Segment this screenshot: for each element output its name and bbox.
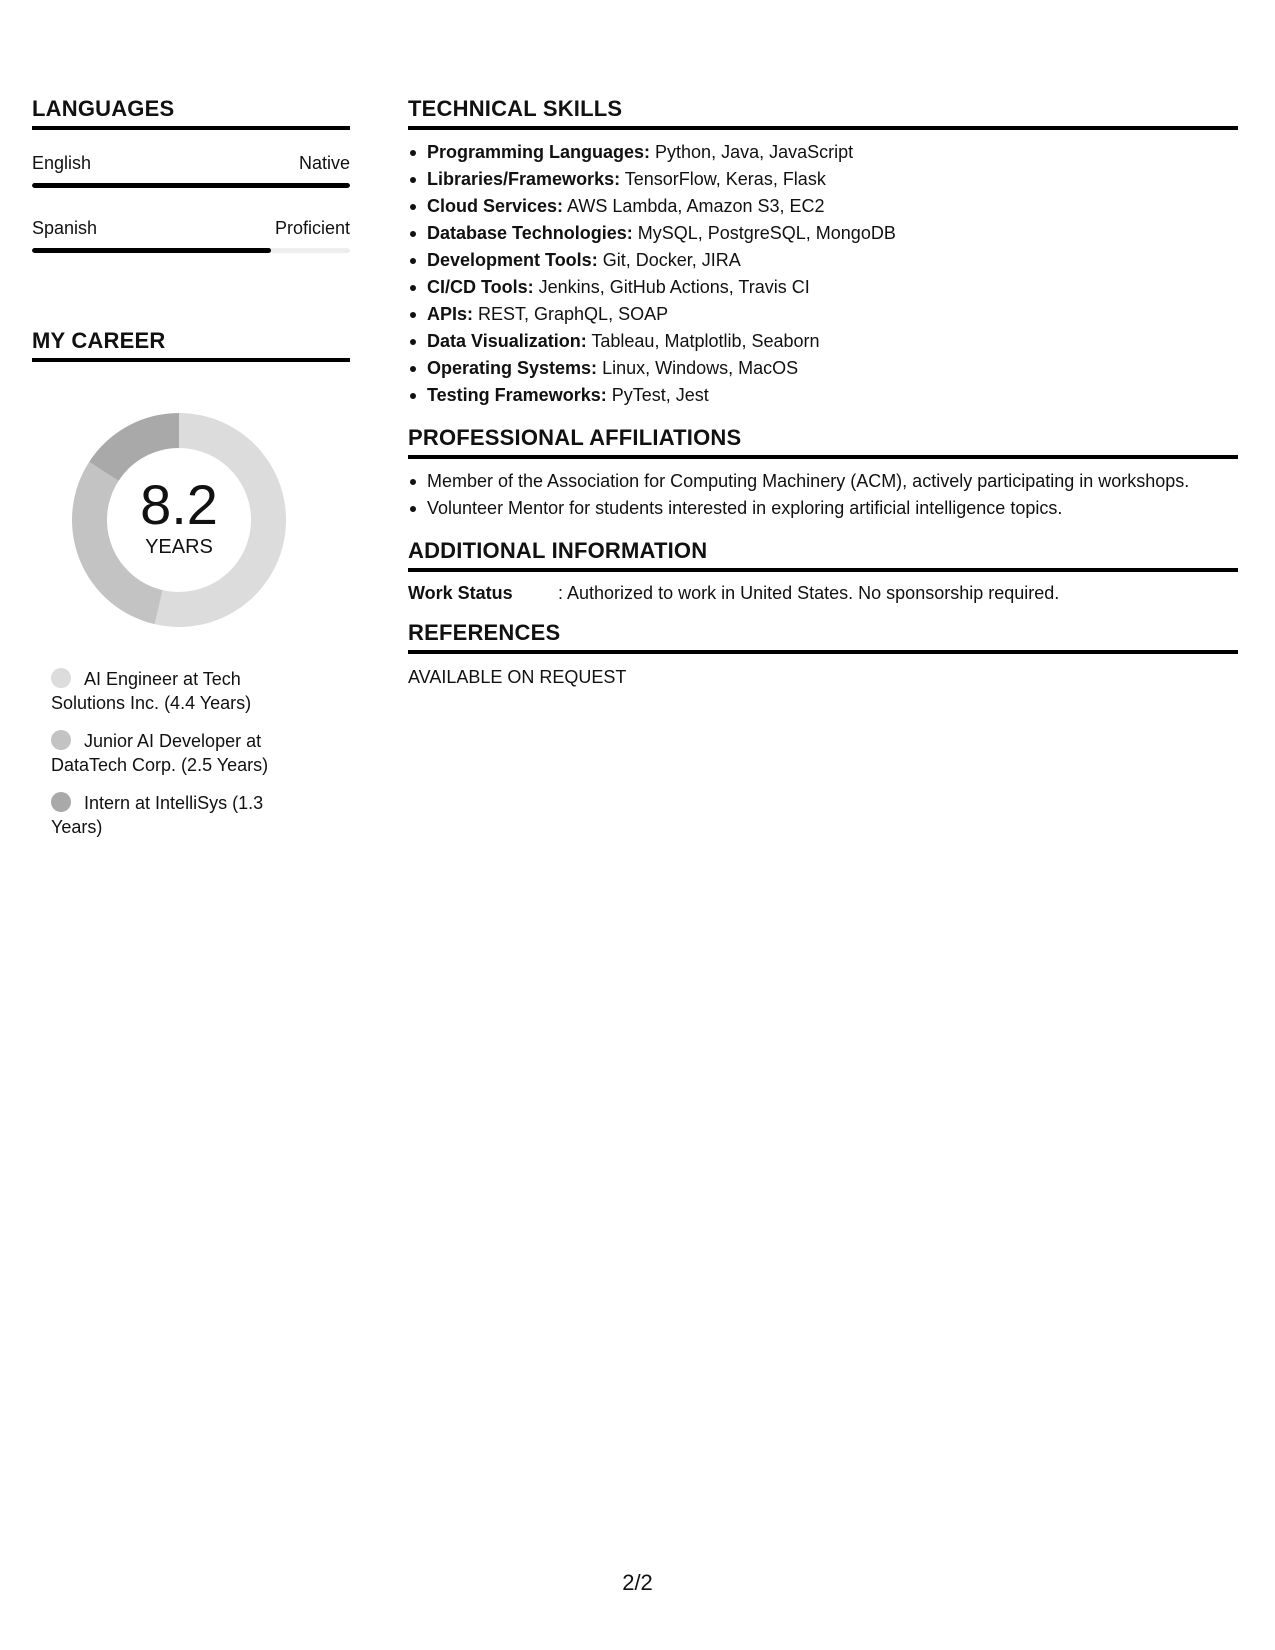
legend-color-dot <box>51 668 71 688</box>
language-level: Proficient <box>274 218 350 238</box>
skill-item <box>408 301 1238 328</box>
skill-item <box>408 139 1238 166</box>
legend-item <box>51 729 291 777</box>
references-heading: REFERENCES <box>408 620 1238 654</box>
affiliation-item: Member of the Association for Computing Machinery (ACM), actively participating in workshops. <box>408 468 1238 495</box>
affiliation-item: Volunteer Mentor for students interested in exploring artificial intelligence topics. <box>408 495 1238 522</box>
skill-value: Jenkins, GitHub Actions, Travis CI <box>533 277 810 297</box>
left-column <box>32 96 350 853</box>
legend-label: Junior AI Developer at DataTech Corp. (2.5 Years) <box>51 731 269 775</box>
language-level: Native <box>298 153 350 173</box>
legend-item <box>51 791 291 839</box>
skill-value: REST, GraphQL, SOAP <box>473 304 669 324</box>
skill-label: Programming Languages: <box>427 142 651 162</box>
languages-section <box>32 96 350 253</box>
skill-item <box>408 355 1238 382</box>
skill-label: APIs: <box>427 304 474 324</box>
affiliations-section <box>408 425 1238 522</box>
legend-label: Intern at IntelliSys (1.3 Years) <box>51 793 264 837</box>
skill-label: Database Technologies: <box>427 223 633 243</box>
affiliations-heading: PROFESSIONAL AFFILIATIONS <box>408 425 1238 459</box>
work-status-label: Work Status <box>408 583 513 603</box>
legend-color-dot <box>51 792 71 812</box>
technical-skills-heading: TECHNICAL SKILLS <box>408 96 1238 130</box>
skill-label: Development Tools: <box>427 250 598 270</box>
career-total-unit: YEARS <box>145 536 213 558</box>
skill-item <box>408 247 1238 274</box>
skill-label: Testing Frameworks: <box>427 385 607 405</box>
additional-info-section <box>408 538 1238 604</box>
language-proficiency-fill <box>32 183 350 188</box>
skill-label: Data Visualization: <box>427 331 587 351</box>
right-column <box>408 96 1238 688</box>
career-total-years: 8.2 <box>140 473 218 536</box>
language-proficiency-bar <box>32 183 350 188</box>
skill-item <box>408 220 1238 247</box>
skill-item <box>408 193 1238 220</box>
skill-value: AWS Lambda, Amazon S3, EC2 <box>563 196 825 216</box>
technical-skills-section <box>408 96 1238 409</box>
work-status-value: : Authorized to work in United States. No sponsorship required. <box>558 583 1060 603</box>
skill-value: MySQL, PostgreSQL, MongoDB <box>632 223 896 243</box>
skill-value: PyTest, Jest <box>606 385 709 405</box>
affiliations-list <box>408 468 1238 522</box>
skill-item <box>408 166 1238 193</box>
skill-label: Operating Systems: <box>427 358 598 378</box>
additional-info-heading: ADDITIONAL INFORMATION <box>408 538 1238 572</box>
language-name: English <box>32 153 92 173</box>
skill-item <box>408 328 1238 355</box>
skill-item <box>408 382 1238 409</box>
language-item-english <box>32 152 350 188</box>
legend-color-dot <box>51 730 71 750</box>
skill-value: Python, Java, JavaScript <box>650 142 854 162</box>
legend-item <box>51 667 291 715</box>
career-heading: MY CAREER <box>32 328 350 362</box>
language-name: Spanish <box>32 218 98 238</box>
page-number: 2/2 <box>622 1570 653 1595</box>
references-text: AVAILABLE ON REQUEST <box>408 667 627 687</box>
work-status-row <box>408 582 1238 604</box>
skill-value: Tableau, Matplotlib, Seaborn <box>586 331 820 351</box>
skill-item <box>408 274 1238 301</box>
references-section <box>408 620 1238 688</box>
skill-value: Git, Docker, JIRA <box>597 250 741 270</box>
language-proficiency-fill <box>32 248 271 253</box>
career-legend <box>51 667 291 839</box>
skill-label: Libraries/Frameworks: <box>427 169 621 189</box>
languages-heading: LANGUAGES <box>32 96 350 130</box>
language-item-spanish <box>32 217 350 253</box>
skill-value: TensorFlow, Keras, Flask <box>620 169 826 189</box>
technical-skills-list <box>408 139 1238 409</box>
career-donut-chart <box>66 407 292 633</box>
skill-value: Linux, Windows, MacOS <box>597 358 799 378</box>
language-proficiency-bar <box>32 248 350 253</box>
skill-label: CI/CD Tools: <box>427 277 534 297</box>
skill-label: Cloud Services: <box>427 196 564 216</box>
legend-label: AI Engineer at Tech Solutions Inc. (4.4 Years) <box>51 669 252 713</box>
